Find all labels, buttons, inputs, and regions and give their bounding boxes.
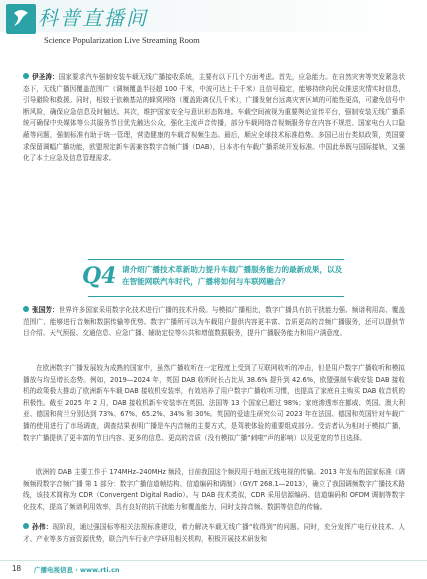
answer-paragraph xyxy=(23,363,405,444)
paragraph-text: 现阶段，通过强国标等相关法规标准建设，着力解决车载无线广播“收得到”的问题。同时，充分发挥广电行业技术、人才、产业等多方面资源优势，联合汽车行业产学研用相关机构，积极开展技术研发和 xyxy=(23,523,405,543)
answer-paragraph xyxy=(23,305,405,340)
footer-divider xyxy=(0,560,427,561)
column-subtitle: Science Popularization Live Streaming Room xyxy=(44,35,200,45)
page-footer xyxy=(0,560,427,579)
speaker-name: 伊圣涛： xyxy=(32,73,59,81)
question-box xyxy=(82,259,344,297)
speaker-name: 张国芳： xyxy=(32,306,59,314)
question-number: Q4 xyxy=(82,263,117,289)
question-text: 请介绍广播技术革新助力提升车载广播服务能力的最新成果，以及在智能网联汽车时代，广播将如何与车联网融合？ xyxy=(122,265,343,286)
paragraph-text: 欧洲的 DAB 主要工作于 174MHz–240MHz 频段，目前我国这个频段用于地面无线电视的传输。2013 年发布的国家标准《调频频段数字音频广播 第 1 部分：数字广播信道帧结构、信道编码和调制》（GY/T 268.1—2013），确立了我国调频数字广播技术路线，该技术简称为 CDR（Convergent Digital Radio）。与 DAB 技术类似，CDR 采用信源编码、信道编码和 OFDM 调制等数字化技术，提高了频谱利用效率，具有良好的抗干扰能力和覆盖能力，同时支持音频、数据等信息的传输。 xyxy=(23,468,405,511)
answer-paragraph xyxy=(23,72,405,165)
paragraph-text: 国家要求汽车强制安装车载无线广播接收系统，主要有以下几个方面考虑。首先，应急能力。在自然灾害等突发紧急状态下，无线广播因覆盖范围广（调频覆盖半径超 100 千米，中波可达上千千米）且信号稳定，能够持续向民众推送灾情实时信息，引导避险和救援。同时，相较于依赖基站的蜂窝网络（覆盖距离仅几千米），广播发射台远离灾害区域的可能性更高，可避免信号中断风险，确保应急信息及时触达。其次，维护国家安全与意识形态阵地。车载空间被视为重要舆论宣传平台，强制安装无线广播系统可确保中央媒体等公共服务节目优先触达公众，强化主流声音传播，部分车载网络音视频服务存在内容不规范、国家电台人口隐蔽等问题，强制标准有助于统一管理，营造健康的车载音视频生态。最后，顺应全球技术标准趋势。多国已出台类似政策，英国要求保留调幅广播功能，欧盟规定新车需兼容数字音频广播（DAB），日本亦有车载广播系统开发标准。中国此举既与国际接轨，又强化了本土应急及信息管理需求。 xyxy=(23,73,406,163)
column-logo-icon xyxy=(6,4,36,34)
speaker-bullet-icon xyxy=(23,523,29,529)
speaker-bullet-icon xyxy=(23,306,29,312)
column-title: 科普直播间 xyxy=(38,6,148,30)
paragraph-text: 在欧洲数字广播发展较为成熟的国家中，虽然广播收听在一定程度上受到了互联网收听的冲击，但是用户数字广播收听和模拟播放与均呈增长态势。例如，2019—2024 年，英国 DAB 收听时长占比从 38.6% 提升到 42.6%，欧盟强制车载安装 DAB 接收机的政策极大推动了欧洲新车车载 DAB 接收机安装率，有效培养了用户数字广播收听习惯，也提高了家庭自主购买 DAB 收音机的积极性。截至 2025 年 2 月，DAB 接收机新车安装率在英国、法国等 13 个国家已超过 98%；家庭渗透率在挪威、英国、澳大利亚、德国和荷兰分别达到 73%、67%、65.2%、34% 和 30%。英国的爱迪生研究公司 2023 年在法国、德国和英国针对车载广播的使用进行了市场调查，调查结果表明广播是车内音频的主要方式，是驾驶体验的重要组成部分。受访者认为相对于模拟广播，数字广播提供了更丰富的节目内容、更多的信息、更高的音质（没有模拟广播“刺啦”声的影响）以及更宽的节目选择。 xyxy=(23,364,405,442)
speaker-bullet-icon xyxy=(23,73,29,79)
page-header xyxy=(0,0,427,58)
answer-paragraph xyxy=(23,467,405,513)
page-number: 18 xyxy=(12,564,21,573)
paragraph-text: 世界许多国家采用数字化技术进行广播的技术升级。与模拟广播相比，数字广播具有抗干扰能力强、频谱利用高、覆盖范围广、能够进行音频和数据传输等优势。数字广播所可以为车载用户提供内容更丰富、音质更高的音频广播服务，还可以提供节目介绍、天气预报、交通信息、应急广播、辅助定位等公共和增值数据服务，提升广播服务能力和用户满意度。 xyxy=(23,306,406,338)
answer-paragraph xyxy=(23,522,405,545)
speaker-name: 孙伟： xyxy=(32,523,53,531)
journal-name: 广播电视信息 · www.rti.cn xyxy=(34,566,120,574)
